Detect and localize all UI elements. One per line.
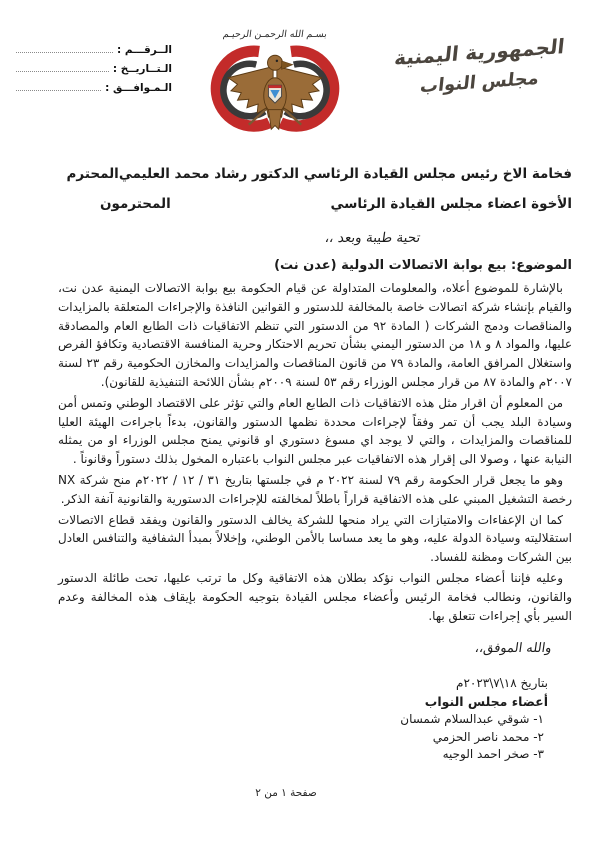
ref-field-corresponding [14,82,172,94]
greeting-calligraphy: تحية طيبة وبعد ،، [323,230,422,246]
addressee-block [0,166,572,212]
signatory-item: ٣- صخر احمد الوجيه [442,747,544,762]
signatory-item: ١- شوقي عبدالسلام شمسان [400,712,544,727]
signatories-heading: أعضاء مجلس النواب [424,694,548,710]
addressee-line-members [100,196,572,212]
body-paragraph: وعليه فإننا أعضاء مجلس النواب نؤكد بطلان هذه الاتفاقية وكل ما ترتب عليها، تحت طائلة الدستور والقانون، ونطالب فخامة الرئيس وأعضاء مجلس القيادة بتوجيه الحكومة بإيقاف هذه المخالفة وعدم السير بأي إجراءات تتعلق بها. [58,570,572,623]
closing-phrase-calligraphy: والله الموفق،، [474,641,554,657]
closing-row [0,627,600,656]
honorific: المحترمون [100,196,171,212]
page-number: صفحة ١ من ٢ [255,787,317,799]
signatories-list [0,711,544,764]
addressee-name: الأخوة اعضاء مجلس القيادة الرئاسي [330,196,572,212]
bismillah-calligraphy: بسـم الله الرحمـن الرحيـم [221,29,328,40]
dotted-line [16,69,109,72]
body-paragraph: وهو ما يجعل قرار الحكومة رقم ٧٩ لسنة ٢٠٢٢ م في جلستها بتاريخ ٣١ / ١٢ / ٢٠٢٢م منح شركة NX رخصة التشغيل المبني على هذه الاتفاقية قراراً باطلاً لمخالفته للإجراءات الدستورية والقانونية آنفة الذكر. [58,472,572,506]
body-paragraph: كما ان الإعفاءات والامتيازات التي يراد منحها للشركة يخالف الدستور والقانون ويفقد قطاع الاتصالات استقلاليته وسيادة الدولة عليه، وهو ما يعد مساسا بالأمن الوطني، وإخلالاً بمبدأ الشفافية والتنافس العادل بين الشركات ومظنة للفساد. [58,512,572,565]
reference-fields [14,20,172,101]
subject-line: الموضوع: بيع بوابة الاتصالات الدولية (عدن نت) [274,258,572,273]
dotted-line [16,50,113,53]
greeting-row [0,226,600,246]
ref-date-label: الـتــاريــخ : [112,63,172,75]
ref-number-label: الــرقـــم : [117,44,172,56]
letterhead [0,0,600,148]
body-paragraph: بالإشارة للموضوع أعلاه، والمعلومات المتداولة عن قيام الحكومة بيع بوابة الاتصالات اليمنية عدن نت، والقيام بإنشاء شركة اتصالات خاصة بالمخالفة للدستور و القوانين النافذة والإجراءات المتعلقة بالمزايدات والمناقصات ودمج الشركات ( المادة ٩٢ من الدستور التي تنظم الاتفاقيات ذات الطابع العام والمصادقة عليها، والمواد ٨ و ١٨ من الدستور اليمني بشأن تحريم الاحتكار وحرية المنافسة الاقتصادية وتكافؤ الفرص واستغلال المرافق العامة، والمادة ٧٩ من قانون المناقصات والمزايدات والمخازن الحكومية رقم ٢٣ لسنة ٢٠٠٧م والمادة ٨٧ من قرار مجلس الوزراء رقم ٥٣ لسنة ٢٠٠٩م بشأن اللائحة التنفيذية للقانون). [58,281,573,389]
letter-body [58,279,572,625]
republic-name-calligraphy: الجمهورية اليمنية [393,33,566,71]
honorific: المحترم [66,166,119,182]
ref-field-date [14,63,172,75]
council-name-calligraphy: مجلس النواب [419,67,540,98]
ref-field-number [14,44,172,56]
body-paragraph: من المعلوم أن اقرار مثل هذه الاتفاقيات ذات الطابع العام والتي تؤثر على الاقتصاد الوطني وتمس أمن وسيادة البلد يجب أن تمر وفقاً لإجراءات محددة نظمها الدستور والقانون، بدءاً باجراءت الهيئة العليا للمناقصات والمزايدات ، والتي لا يوجد اي مسوغ دستوري او قانوني يمنح مجلس الوزراء او من يمثله النيابة عنها ، وصولا الى إقرار هذه الاتفاقيات عبر مجلس النواب باعتباره المخول بذلك دستوراً وقانوناً . [58,395,572,467]
addressee-line-president [66,166,572,182]
date-line: بتاريخ ١٨\٧\٢٠٢٣م [456,676,548,691]
dotted-line [16,88,101,91]
signatory-item: ٢- محمد ناصر الحزمي [432,729,544,744]
masthead-calligraphy [377,20,582,98]
yemen-national-emblem-icon [200,41,350,137]
emblem-block [172,20,377,141]
addressee-name: فخامة الاخ رئيس مجلس القيادة الرئاسي الدكتور رشاد محمد العليمي [118,166,572,182]
ref-corresponding-label: الـمـوافـــق : [105,82,172,94]
